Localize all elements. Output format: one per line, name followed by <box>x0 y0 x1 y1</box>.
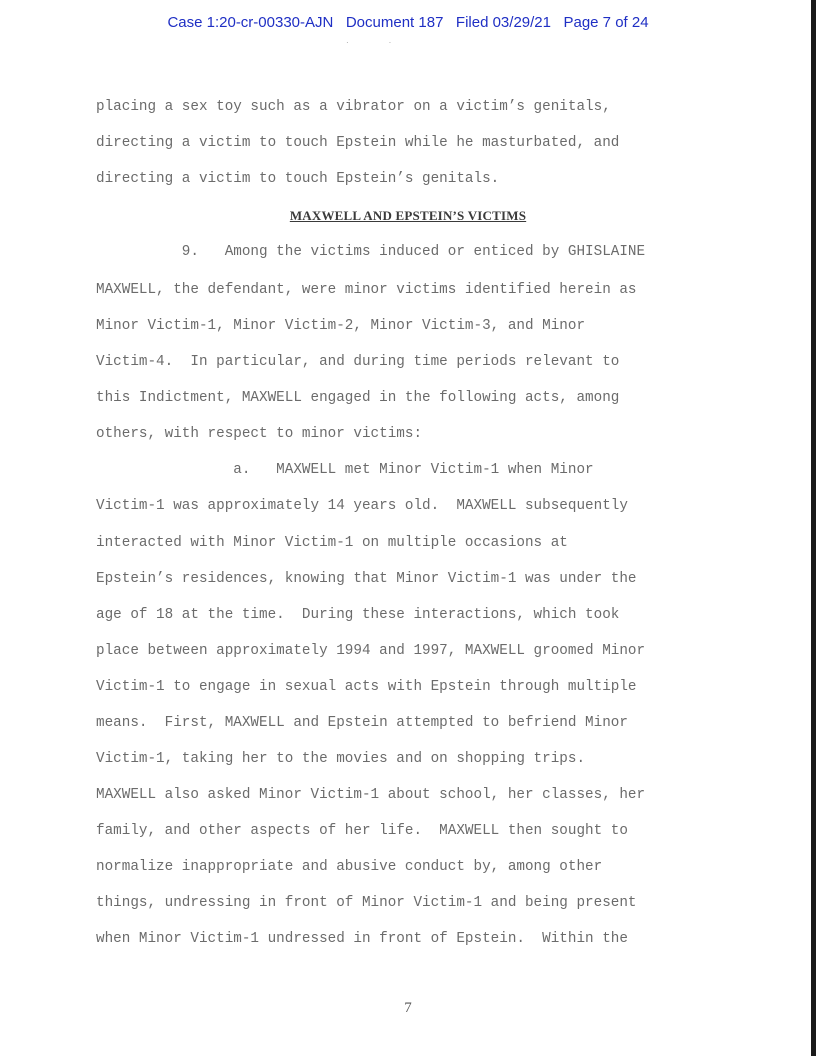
paragraph-a-line: place between approximately 1994 and 1997, MAXWELL groomed Minor <box>96 643 646 659</box>
body-line: directing a victim to touch Epstein while he masturbated, and <box>96 135 620 151</box>
scan-edge-bar <box>811 0 816 1056</box>
paragraph-a-line: interacted with Minor Victim-1 on multiple occasions at <box>96 535 568 551</box>
paragraph-a-line: normalize inappropriate and abusive conduct by, among other <box>96 859 603 875</box>
paragraph-9-line: Minor Victim-1, Minor Victim-2, Minor Victim-3, and Minor <box>96 318 586 334</box>
scan-specks: ·· <box>346 38 432 47</box>
body-line: placing a sex toy such as a vibrator on a victim’s genitals, <box>96 99 611 115</box>
paragraph-9-line: Victim-4. In particular, and during time periods relevant to <box>96 354 620 370</box>
paragraph-a-line: age of 18 at the time. During these interactions, which took <box>96 607 620 623</box>
paragraph-a-line: Epstein’s residences, knowing that Minor Victim-1 was under the <box>96 571 637 587</box>
paragraph-a-line: things, undressing in front of Minor Victim-1 and being present <box>96 895 637 911</box>
paragraph-9-line: others, with respect to minor victims: <box>96 426 423 442</box>
body-line: directing a victim to touch Epstein’s genitals. <box>96 171 500 187</box>
paragraph-9-line: 9. Among the victims induced or enticed by GHISLAINE <box>96 244 646 260</box>
paragraph-a-line: Victim-1 to engage in sexual acts with Epstein through multiple <box>96 679 637 695</box>
paragraph-a-line: family, and other aspects of her life. MAXWELL then sought to <box>96 823 628 839</box>
paragraph-a-line: Victim-1 was approximately 14 years old. MAXWELL subsequently <box>96 498 628 514</box>
paragraph-a-line: means. First, MAXWELL and Epstein attempted to befriend Minor <box>96 715 628 731</box>
paragraph-a-line: MAXWELL also asked Minor Victim-1 about school, her classes, her <box>96 787 646 803</box>
paragraph-a-line: a. MAXWELL met Minor Victim-1 when Minor <box>96 462 594 478</box>
paragraph-9-line: this Indictment, MAXWELL engaged in the following acts, among <box>96 390 620 406</box>
case-header: Case 1:20-cr-00330-AJN Document 187 Filed 03/29/21 Page 7 of 24 <box>167 14 649 31</box>
paragraph-a-line: Victim-1, taking her to the movies and on shopping trips. <box>96 751 586 767</box>
page-number: 7 <box>404 1000 412 1016</box>
paragraph-9-line: MAXWELL, the defendant, were minor victims identified herein as <box>96 282 637 298</box>
paragraph-a-line: when Minor Victim-1 undressed in front of Epstein. Within the <box>96 931 628 947</box>
section-heading: MAXWELL AND EPSTEIN’S VICTIMS <box>289 208 527 223</box>
